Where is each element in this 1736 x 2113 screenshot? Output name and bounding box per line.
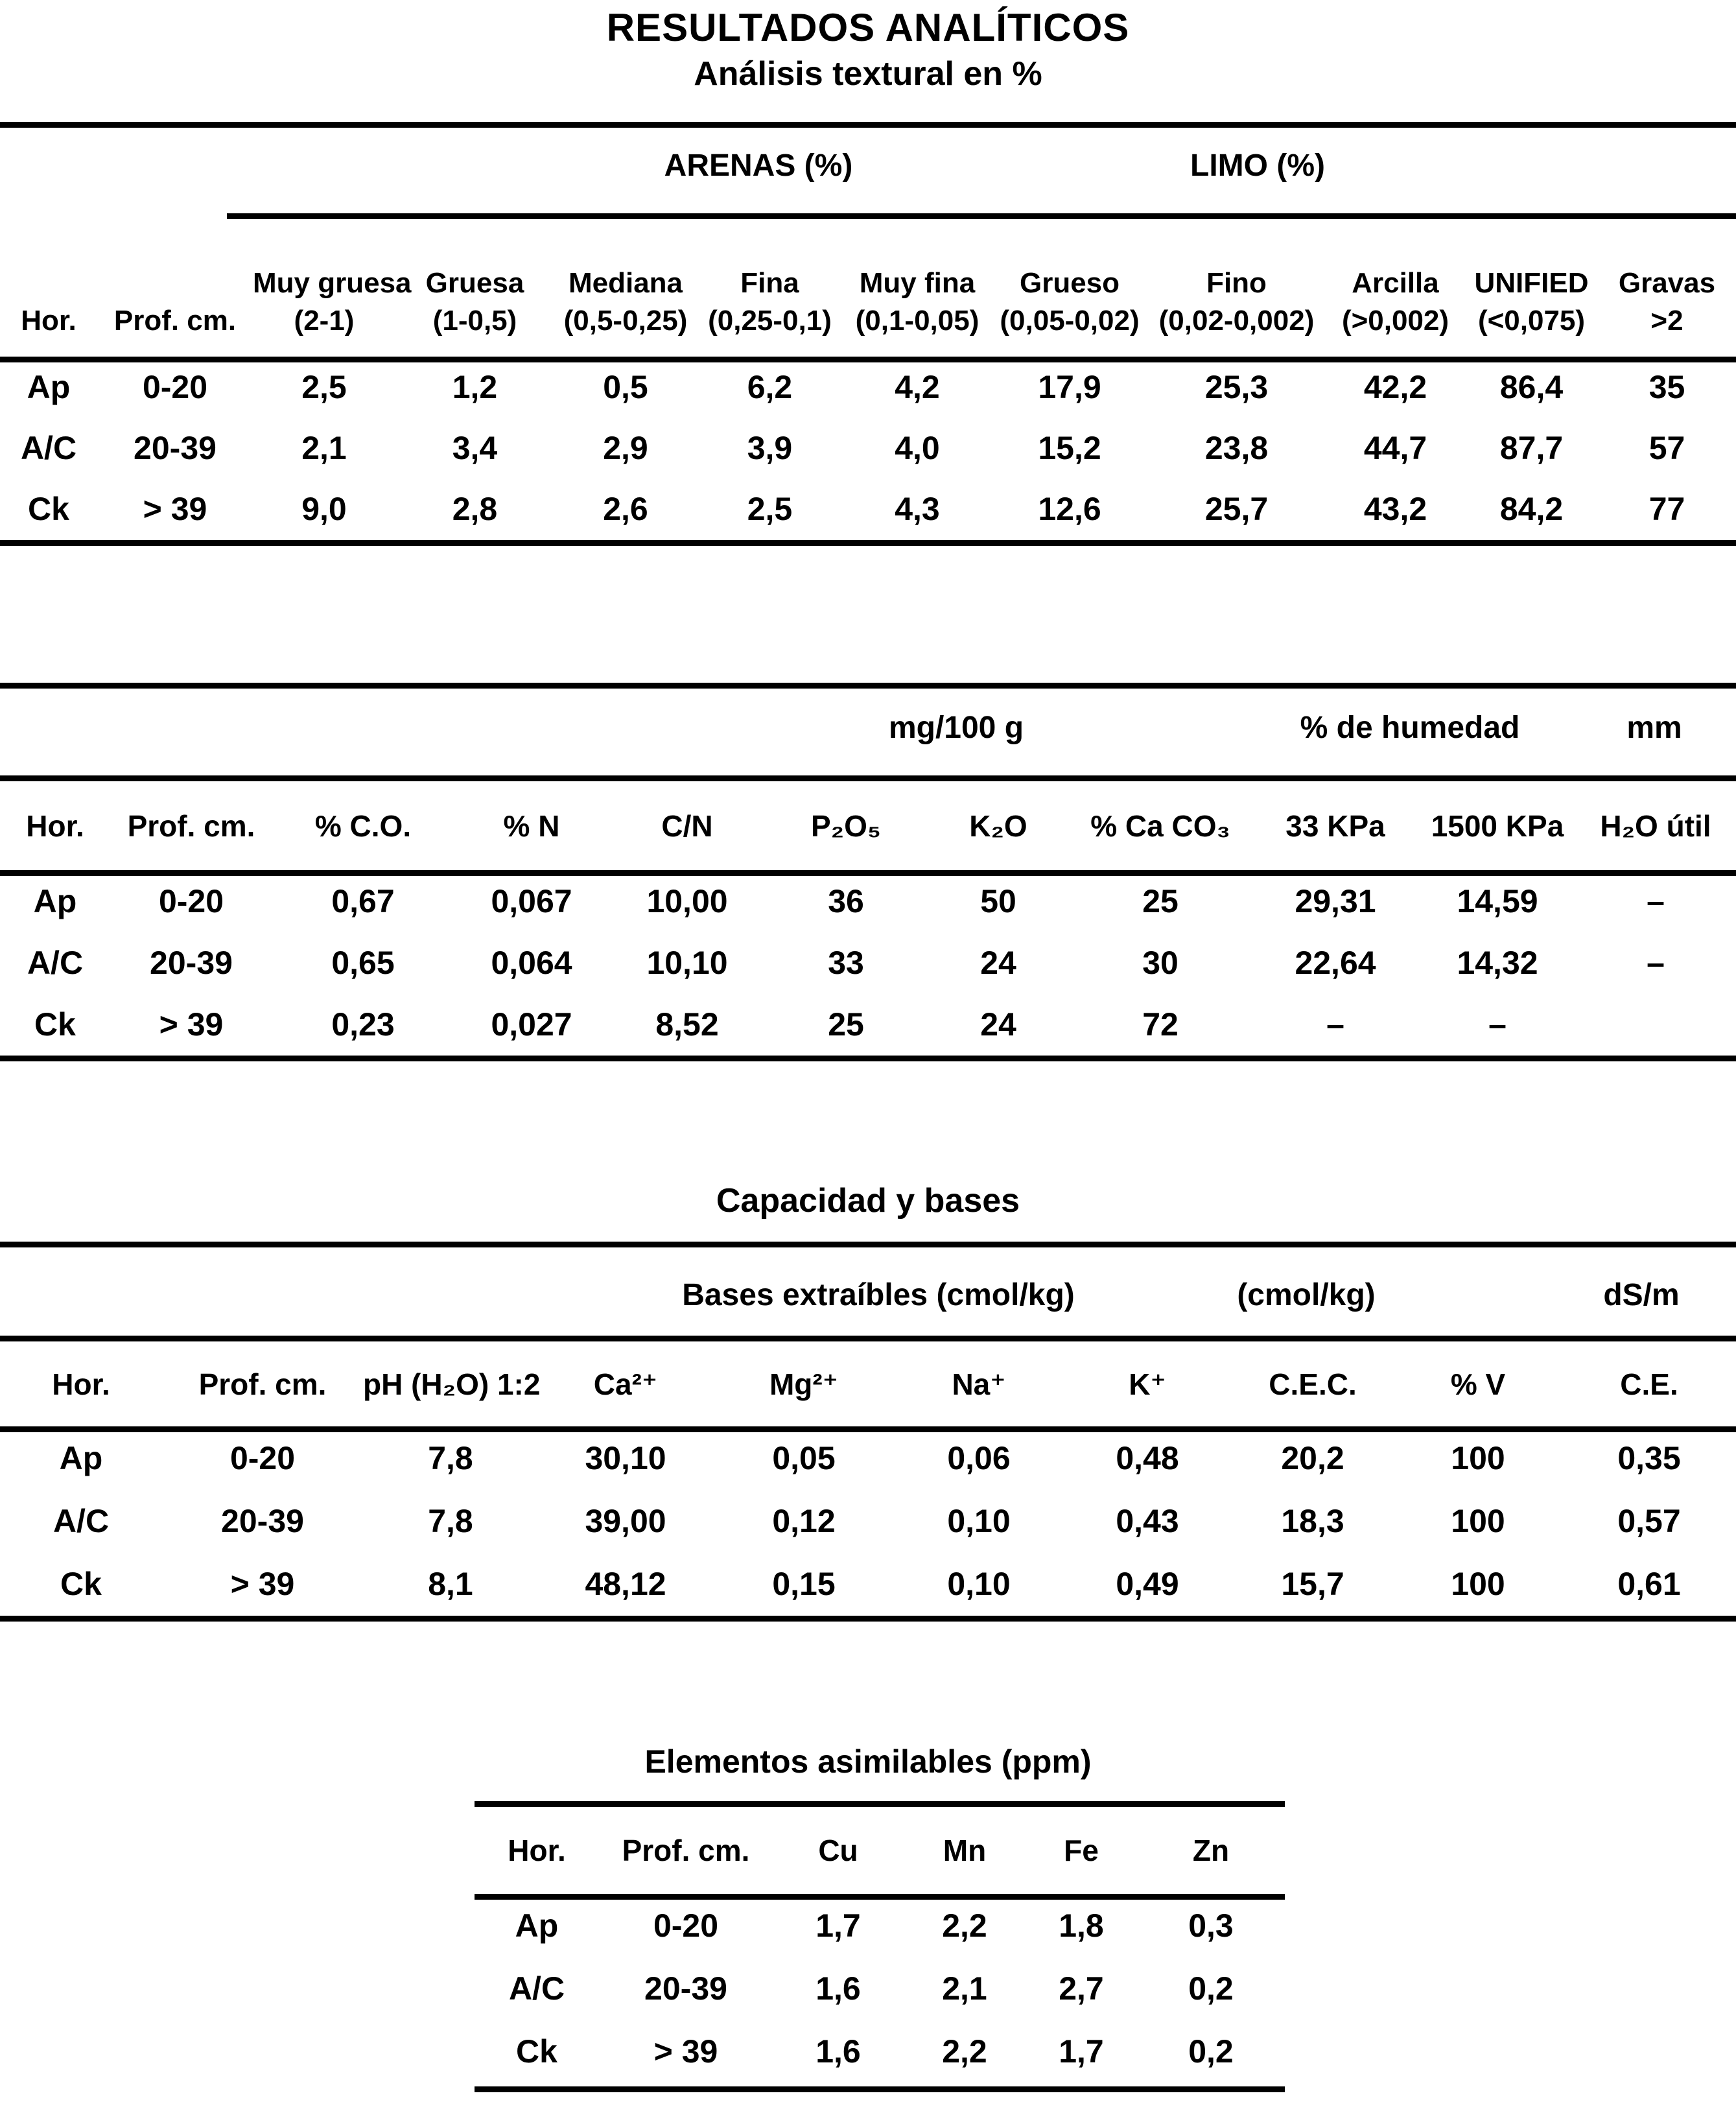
cell: 0-20 bbox=[158, 882, 224, 919]
column-range: (2-1) bbox=[294, 304, 355, 336]
header-row bbox=[0, 1341, 1736, 1426]
cell: 2,5 bbox=[301, 369, 347, 405]
cell: 25 bbox=[828, 1006, 864, 1043]
table-row bbox=[0, 870, 1736, 932]
cell: 20-39 bbox=[134, 430, 217, 466]
header-row bbox=[0, 781, 1736, 870]
cell: 87,7 bbox=[1499, 430, 1564, 466]
cell: 6,2 bbox=[747, 369, 793, 405]
cell: 1,8 bbox=[1059, 1907, 1104, 1944]
cell: 1,2 bbox=[452, 369, 498, 405]
cell: 10,10 bbox=[646, 944, 728, 981]
cell: > 39 bbox=[230, 1565, 295, 1602]
divider bbox=[0, 1242, 1736, 1247]
divider bbox=[0, 122, 1736, 128]
cell: 18,3 bbox=[1281, 1502, 1344, 1539]
cell: Ck bbox=[28, 491, 69, 527]
column-label: UNIFIED bbox=[1474, 266, 1589, 299]
cell: 2,8 bbox=[452, 491, 498, 527]
group-header-cmolkg: (cmol/kg) bbox=[1237, 1278, 1376, 1312]
table-row bbox=[0, 357, 1736, 418]
cell: 43,2 bbox=[1363, 491, 1427, 527]
cell: 42,2 bbox=[1363, 369, 1427, 405]
cell: > 39 bbox=[143, 491, 207, 527]
section-title-elementos: Elementos asimilables (ppm) bbox=[644, 1743, 1092, 1780]
column-header-n: % N bbox=[503, 809, 560, 843]
cell: 48,12 bbox=[585, 1565, 666, 1602]
divider bbox=[475, 2086, 1285, 2092]
section-title-capacidad: Capacidad y bases bbox=[716, 1182, 1020, 1220]
column-range: (0,02-0,002) bbox=[1158, 304, 1315, 336]
table-row bbox=[0, 1552, 1736, 1615]
cell: 2,1 bbox=[301, 430, 347, 466]
divider bbox=[0, 1616, 1736, 1622]
column-header-33kpa: 33 KPa bbox=[1285, 809, 1385, 843]
column-label: Gravas bbox=[1618, 266, 1716, 299]
table-row bbox=[0, 1489, 1736, 1552]
cell: Ap bbox=[59, 1439, 103, 1476]
cell: 0,10 bbox=[947, 1502, 1011, 1539]
column-header-muy-gruesa bbox=[253, 226, 412, 357]
divider bbox=[227, 213, 1736, 219]
cell: 8,1 bbox=[428, 1565, 473, 1602]
cell: 77 bbox=[1648, 491, 1685, 527]
cell: 14,32 bbox=[1457, 944, 1538, 981]
cell: 4,3 bbox=[895, 491, 940, 527]
textural-analysis-table bbox=[0, 226, 1736, 539]
cell: 0-20 bbox=[142, 369, 208, 405]
cell: 12,6 bbox=[1038, 491, 1101, 527]
column-label: Fino bbox=[1206, 266, 1267, 299]
column-range: (0,05-0,02) bbox=[1000, 304, 1140, 336]
column-header-v: % V bbox=[1450, 1367, 1506, 1401]
column-header-muy-fina bbox=[843, 226, 992, 357]
column-label: Muy gruesa bbox=[253, 266, 412, 299]
cell: 0,2 bbox=[1188, 1970, 1234, 2007]
assimilable-elements-table bbox=[472, 1807, 1282, 2083]
column-header-hor bbox=[0, 226, 97, 357]
chemical-analysis-table bbox=[0, 781, 1736, 1055]
cell: 25,7 bbox=[1204, 491, 1269, 527]
capacity-bases-table bbox=[0, 1341, 1736, 1615]
group-header-dsm: dS/m bbox=[1603, 1278, 1680, 1312]
cell: A/C bbox=[27, 944, 84, 981]
cell: 72 bbox=[1142, 1006, 1179, 1043]
cell: 44,7 bbox=[1363, 430, 1427, 466]
column-header-zn: Zn bbox=[1192, 1834, 1230, 1867]
column-header-hor: Hor. bbox=[508, 1834, 566, 1867]
cell: 20-39 bbox=[221, 1502, 304, 1539]
column-label: Fina bbox=[740, 266, 799, 299]
cell: 0,10 bbox=[947, 1565, 1011, 1602]
table-row bbox=[0, 478, 1736, 539]
cell: – bbox=[1488, 1006, 1507, 1043]
cell: 0,48 bbox=[1116, 1439, 1179, 1476]
column-header-gruesa bbox=[395, 226, 554, 357]
cell: 0,064 bbox=[491, 944, 572, 981]
group-header-mg100g: mg/100 g bbox=[888, 711, 1024, 745]
cell: 3,9 bbox=[747, 430, 793, 466]
column-header-h2o-util: H₂O útil bbox=[1600, 809, 1711, 843]
column-header-prof: Prof. cm. bbox=[127, 809, 255, 843]
cell: 0,5 bbox=[603, 369, 648, 405]
cell: 0-20 bbox=[229, 1439, 296, 1476]
cell: – bbox=[1647, 944, 1665, 981]
cell: A/C bbox=[508, 1970, 565, 2007]
cell: 0,67 bbox=[331, 882, 395, 919]
cell: 9,0 bbox=[301, 491, 347, 527]
divider bbox=[475, 1801, 1285, 1807]
column-header-mediana bbox=[554, 226, 697, 357]
column-header-mg: Mg²⁺ bbox=[769, 1367, 838, 1401]
cell: 1,6 bbox=[815, 2033, 861, 2070]
column-label: Muy fina bbox=[859, 266, 976, 299]
column-header-ce: C.E. bbox=[1620, 1367, 1678, 1401]
cell: Ck bbox=[516, 2033, 557, 2070]
cell: 0-20 bbox=[653, 1907, 719, 1944]
cell: 35 bbox=[1648, 369, 1685, 405]
column-range: (0,1-0,05) bbox=[855, 304, 979, 336]
cell: A/C bbox=[53, 1502, 110, 1539]
cell: A/C bbox=[20, 430, 77, 466]
group-header-limo: LIMO (%) bbox=[1190, 148, 1325, 183]
cell: 0,23 bbox=[331, 1006, 395, 1043]
cell: – bbox=[1326, 1006, 1344, 1043]
cell: 17,9 bbox=[1038, 369, 1101, 405]
cell: 36 bbox=[828, 882, 864, 919]
table-row bbox=[0, 1426, 1736, 1489]
cell: 2,5 bbox=[747, 491, 793, 527]
table-row bbox=[0, 932, 1736, 993]
divider bbox=[0, 1336, 1736, 1341]
cell: 20-39 bbox=[150, 944, 233, 981]
cell: Ck bbox=[34, 1006, 76, 1043]
cell: 0,067 bbox=[491, 882, 572, 919]
cell: 25 bbox=[1142, 882, 1179, 919]
cell: Ap bbox=[515, 1907, 559, 1944]
column-header-unified bbox=[1465, 226, 1598, 357]
group-header-arenas: ARENAS (%) bbox=[664, 148, 853, 183]
column-header-fe: Fe bbox=[1064, 1834, 1099, 1867]
group-header-humedad: % de humedad bbox=[1300, 711, 1520, 745]
cell: 0,12 bbox=[772, 1502, 836, 1539]
cell: 15,2 bbox=[1038, 430, 1101, 466]
column-header-na: Na⁺ bbox=[952, 1367, 1006, 1401]
column-range: >2 bbox=[1650, 304, 1683, 336]
column-header-ca: Ca²⁺ bbox=[593, 1367, 658, 1401]
cell: 0,027 bbox=[491, 1006, 572, 1043]
divider bbox=[0, 1056, 1736, 1061]
header-row bbox=[0, 226, 1736, 357]
cell: 0,06 bbox=[947, 1439, 1011, 1476]
cell: 86,4 bbox=[1499, 369, 1564, 405]
column-header-1500kpa: 1500 KPa bbox=[1431, 809, 1564, 843]
cell: 84,2 bbox=[1499, 491, 1564, 527]
cell: – bbox=[1647, 882, 1665, 919]
cell bbox=[1575, 993, 1736, 1055]
column-header-hor: Hor. bbox=[52, 1367, 110, 1401]
cell: 23,8 bbox=[1204, 430, 1269, 466]
group-header-mm: mm bbox=[1626, 711, 1682, 745]
cell: 10,00 bbox=[646, 882, 728, 919]
column-header-fino bbox=[1147, 226, 1326, 357]
column-label: Mediana bbox=[568, 266, 683, 299]
column-header-k2o: K₂O bbox=[969, 809, 1027, 843]
cell: 0,05 bbox=[772, 1439, 836, 1476]
cell: > 39 bbox=[653, 2033, 718, 2070]
cell: 33 bbox=[828, 944, 864, 981]
cell: 0,57 bbox=[1617, 1502, 1681, 1539]
cell: 1,6 bbox=[815, 1970, 861, 2007]
cell: 24 bbox=[980, 944, 1016, 981]
column-label: Prof. cm. bbox=[113, 304, 237, 336]
cell: 0,3 bbox=[1188, 1907, 1234, 1944]
divider bbox=[0, 683, 1736, 689]
column-range: (0,5-0,25) bbox=[563, 304, 688, 336]
cell: 7,8 bbox=[428, 1502, 473, 1539]
column-header-prof: Prof. cm. bbox=[622, 1834, 750, 1867]
column-header-hor: Hor. bbox=[26, 809, 84, 843]
table-row bbox=[0, 993, 1736, 1055]
cell: 30,10 bbox=[585, 1439, 666, 1476]
cell: 2,2 bbox=[942, 2033, 987, 2070]
cell: 0,35 bbox=[1617, 1439, 1681, 1476]
cell: 3,4 bbox=[452, 430, 498, 466]
cell: 4,2 bbox=[895, 369, 940, 405]
page-title: RESULTADOS ANALÍTICOS bbox=[606, 6, 1130, 49]
cell: > 39 bbox=[159, 1006, 224, 1043]
column-header-arcilla bbox=[1326, 226, 1465, 357]
cell: 30 bbox=[1142, 944, 1179, 981]
cell: 14,59 bbox=[1457, 882, 1538, 919]
column-range: (<0,075) bbox=[1477, 304, 1586, 336]
cell: 1,7 bbox=[1059, 2033, 1104, 2070]
cell: 8,52 bbox=[655, 1006, 719, 1043]
header-row bbox=[472, 1807, 1282, 1894]
column-header-caco3: % Ca CO₃ bbox=[1090, 809, 1230, 843]
column-header-cu: Cu bbox=[818, 1834, 858, 1867]
column-label: Gruesa bbox=[425, 266, 524, 299]
cell: 20-39 bbox=[644, 1970, 727, 2007]
column-header-ph: pH (H₂O) 1:2 bbox=[363, 1367, 541, 1401]
cell: 25,3 bbox=[1204, 369, 1269, 405]
cell: 100 bbox=[1451, 1502, 1505, 1539]
table-row bbox=[472, 2020, 1282, 2083]
cell: 1,7 bbox=[815, 1907, 861, 1944]
column-range: (1-0,5) bbox=[432, 304, 517, 336]
column-header-cec: C.E.C. bbox=[1269, 1367, 1357, 1401]
column-header-fina bbox=[697, 226, 843, 357]
column-range: (>0,002) bbox=[1341, 304, 1449, 336]
cell: 0,65 bbox=[331, 944, 395, 981]
column-range: (0,25-0,1) bbox=[708, 304, 832, 336]
cell: Ap bbox=[33, 882, 77, 919]
cell: 15,7 bbox=[1281, 1565, 1344, 1602]
cell: 0,49 bbox=[1116, 1565, 1179, 1602]
cell: 22,64 bbox=[1295, 944, 1376, 981]
cell: 39,00 bbox=[585, 1502, 666, 1539]
column-header-grueso bbox=[992, 226, 1147, 357]
table-row bbox=[472, 1957, 1282, 2020]
cell: 100 bbox=[1451, 1439, 1505, 1476]
cell: Ck bbox=[60, 1565, 102, 1602]
column-header-co: % C.O. bbox=[314, 809, 412, 843]
cell: 2,1 bbox=[942, 1970, 987, 2007]
divider bbox=[0, 540, 1736, 546]
table-row bbox=[0, 418, 1736, 478]
cell: 4,0 bbox=[895, 430, 940, 466]
cell: 0,15 bbox=[772, 1565, 836, 1602]
cell: 50 bbox=[980, 882, 1016, 919]
column-header-prof: Prof. cm. bbox=[198, 1367, 327, 1401]
column-header-mn: Mn bbox=[943, 1834, 987, 1867]
group-header-bases-extraibles: Bases extraíbles (cmol/kg) bbox=[682, 1278, 1075, 1312]
divider bbox=[0, 775, 1736, 781]
cell: Ap bbox=[27, 369, 71, 405]
page-subtitle: Análisis textural en % bbox=[694, 55, 1042, 93]
cell: 29,31 bbox=[1295, 882, 1376, 919]
column-label: Hor. bbox=[21, 304, 76, 336]
table-row bbox=[472, 1894, 1282, 1957]
cell: 0,43 bbox=[1116, 1502, 1179, 1539]
column-header-gravas bbox=[1598, 226, 1736, 357]
cell: 20,2 bbox=[1281, 1439, 1344, 1476]
cell: 100 bbox=[1451, 1565, 1505, 1602]
cell: 7,8 bbox=[428, 1439, 473, 1476]
cell: 2,7 bbox=[1059, 1970, 1104, 2007]
column-label: Arcilla bbox=[1352, 266, 1439, 299]
column-header-p2o5: P₂O₅ bbox=[811, 809, 881, 843]
column-header-prof bbox=[97, 226, 253, 357]
column-header-k: K⁺ bbox=[1129, 1367, 1166, 1401]
cell: 0,2 bbox=[1188, 2033, 1234, 2070]
cell: 2,9 bbox=[603, 430, 648, 466]
cell: 57 bbox=[1648, 430, 1685, 466]
column-label: Grueso bbox=[1019, 266, 1120, 299]
cell: 2,6 bbox=[603, 491, 648, 527]
column-header-cn: C/N bbox=[661, 809, 713, 843]
cell: 0,61 bbox=[1617, 1565, 1681, 1602]
cell: 2,2 bbox=[942, 1907, 987, 1944]
cell: 24 bbox=[980, 1006, 1016, 1043]
